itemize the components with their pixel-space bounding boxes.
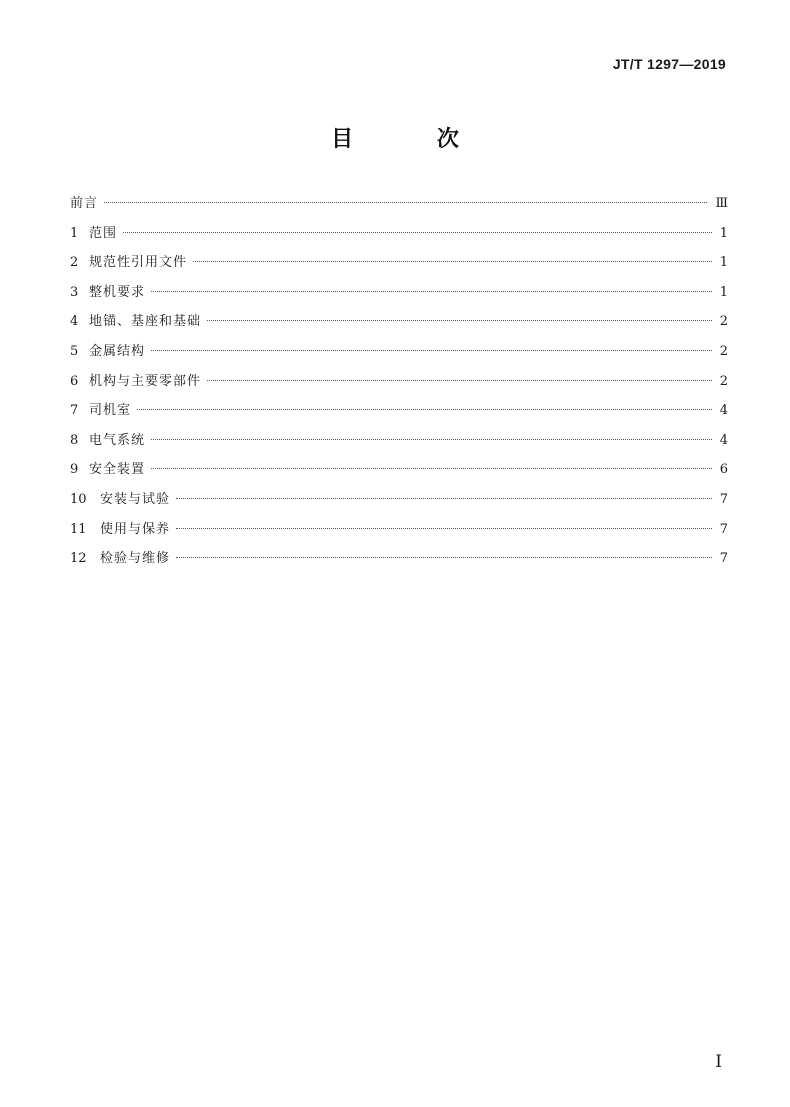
- toc-entry[interactable]: [70, 371, 728, 401]
- toc-entry-page: 2: [719, 373, 728, 389]
- toc-entry-label: 金属结构: [89, 343, 146, 359]
- toc-entry-page: 2: [719, 314, 728, 330]
- dot-leader: [207, 320, 712, 321]
- toc-entry-page: Ⅲ: [715, 196, 728, 211]
- dot-leader: [176, 498, 712, 499]
- toc-entry-label: 使用与保养: [100, 521, 171, 537]
- toc-entry-label: 检验与维修: [100, 551, 171, 567]
- toc-entry-label: 安全装置: [89, 462, 146, 478]
- toc-entry-label: 整机要求: [89, 284, 146, 300]
- toc-entry-label: 安装与试验: [100, 491, 171, 507]
- toc-entry-page: 6: [719, 462, 728, 478]
- toc-entry-page: 2: [719, 343, 728, 359]
- toc-entry-label: 前言: [70, 196, 99, 211]
- toc-entry-page: 4: [719, 403, 728, 419]
- toc-entry-page: 7: [719, 521, 728, 537]
- toc-entry[interactable]: [70, 459, 728, 489]
- page-number: I: [715, 1052, 722, 1072]
- toc-entry-number: 6: [70, 373, 79, 389]
- dot-leader: [151, 350, 712, 351]
- dot-leader: [137, 409, 712, 410]
- toc-entry-number: 11: [70, 521, 87, 537]
- toc-entry[interactable]: [70, 519, 728, 549]
- page-title: 目 次: [331, 127, 497, 152]
- dot-leader: [176, 528, 712, 529]
- toc-entry-page: 4: [719, 432, 728, 448]
- toc-entry-label: 电气系统: [89, 432, 146, 448]
- toc-entry[interactable]: [70, 548, 728, 578]
- toc-entry-number: 12: [70, 551, 87, 567]
- toc-entry-label: 地锚、基座和基础: [89, 314, 202, 330]
- dot-leader: [193, 261, 712, 262]
- standard-code: JT/T 1297—2019: [612, 56, 726, 72]
- dot-leader: [151, 291, 712, 292]
- toc-entry[interactable]: [70, 489, 728, 519]
- toc-entry-number: 2: [70, 255, 79, 271]
- dot-leader: [151, 468, 712, 469]
- toc-entry-number: 7: [70, 403, 79, 419]
- toc-entry-number: 1: [70, 225, 79, 241]
- toc-entry-label: 范围: [89, 225, 118, 241]
- toc-entry-label: 机构与主要零部件: [89, 373, 202, 389]
- toc-entry[interactable]: [70, 223, 728, 253]
- toc-entry-number: 5: [70, 343, 79, 359]
- toc-entry-page: 1: [719, 284, 728, 300]
- toc-entry-number: 3: [70, 284, 79, 300]
- toc-entry-number: 8: [70, 432, 79, 448]
- toc-entry[interactable]: [70, 400, 728, 430]
- dot-leader: [151, 439, 712, 440]
- toc-entry-page: 7: [719, 551, 728, 567]
- dot-leader: [207, 380, 712, 381]
- toc-entry-label: 司机室: [89, 403, 132, 419]
- toc-entry[interactable]: [70, 311, 728, 341]
- toc-entry-page: 7: [719, 491, 728, 507]
- dot-leader: [176, 557, 712, 558]
- toc-entry-number: 4: [70, 314, 79, 330]
- toc-entry[interactable]: [70, 282, 728, 312]
- dot-leader: [104, 202, 707, 203]
- toc-entry[interactable]: [70, 430, 728, 460]
- table-of-contents: [70, 193, 728, 578]
- dot-leader: [123, 232, 712, 233]
- toc-entry[interactable]: [70, 193, 728, 223]
- toc-entry[interactable]: [70, 341, 728, 371]
- toc-entry-label: 规范性引用文件: [89, 255, 188, 271]
- toc-entry-number: 9: [70, 462, 79, 478]
- toc-entry-page: 1: [719, 225, 728, 241]
- toc-entry-page: 1: [719, 255, 728, 271]
- toc-entry[interactable]: [70, 252, 728, 282]
- toc-entry-number: 10: [70, 491, 87, 507]
